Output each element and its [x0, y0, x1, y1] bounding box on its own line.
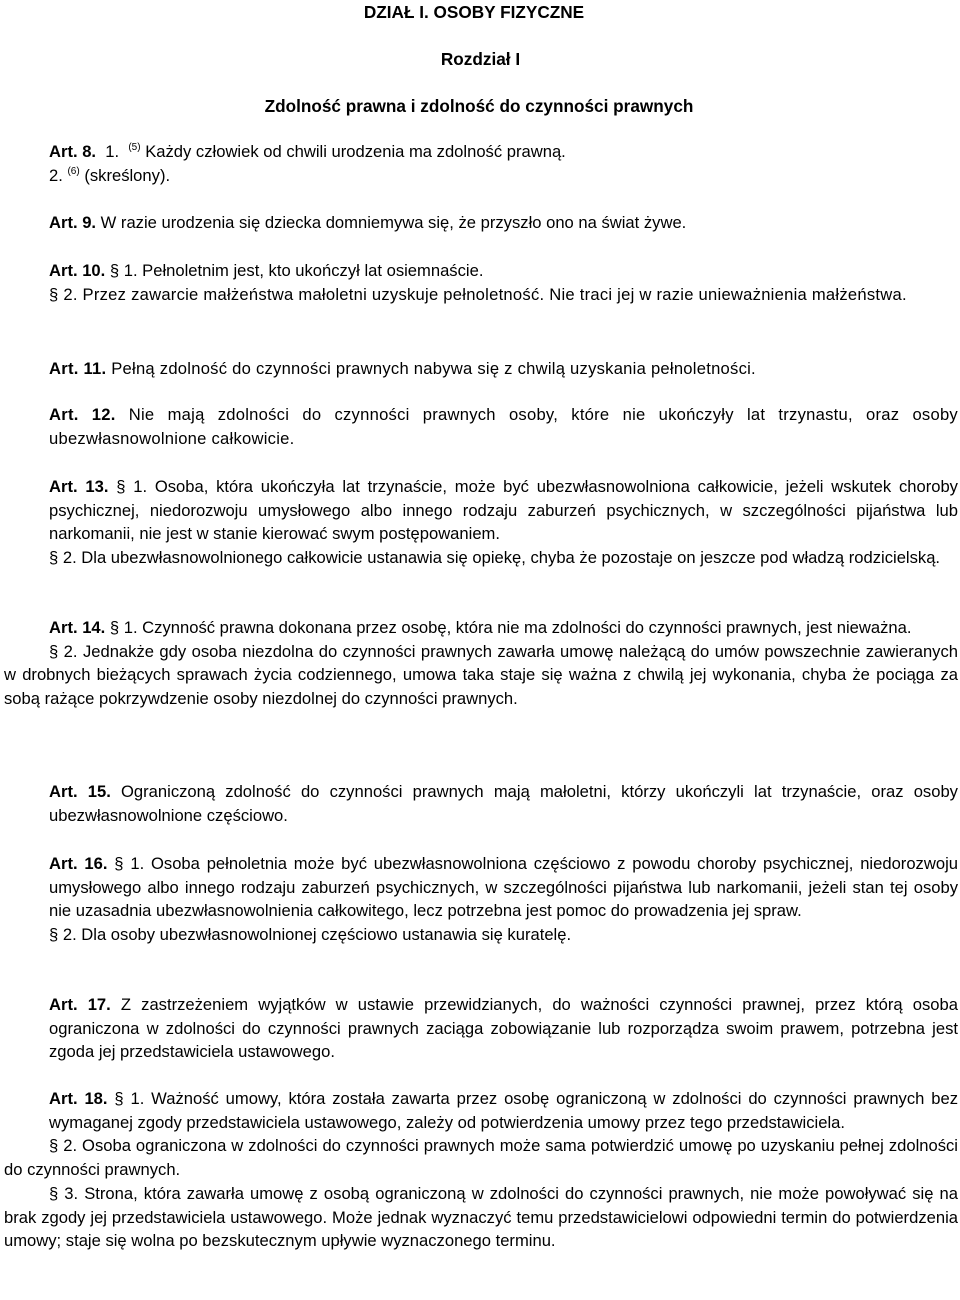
article-11 [4, 357, 958, 381]
article-13-paragraph-1 [4, 475, 958, 546]
article-8-p2-number: 2. [49, 165, 63, 185]
article-10-paragraph-2: § 2. Przez zawarcie małżeństwa małoletni uzyskuje pełnoletność. Nie traci jej w razie unieważnienia małżeństwa. [49, 284, 907, 304]
article-15 [4, 780, 958, 827]
dzial-title: DZIAŁ I. OSOBY FIZYCZNE [363, 2, 585, 22]
article-12-label: Art. 12. [49, 405, 116, 424]
article-11-text-block [4, 357, 958, 381]
article-9-text-block [4, 211, 958, 235]
article-16 [4, 852, 958, 947]
article-8 [4, 140, 958, 187]
article-17-label: Art. 17. [49, 995, 111, 1014]
article-16-paragraph-2: § 2. Dla osoby ubezwłasnowolnionej częściowo ustanawia się kuratelę. [49, 925, 572, 945]
footnote-ref-5: (5) [128, 142, 141, 153]
article-10 [4, 259, 958, 306]
article-17-text-block [4, 993, 958, 1064]
article-16-paragraph-1 [4, 852, 958, 923]
article-10-paragraph-1 [4, 259, 958, 283]
article-12-text: Nie mają zdolności do czynności prawnych osoby, które nie ukończyły lat trzynastu, oraz osoby ubezwłasnowolnione całkowicie. [49, 405, 958, 448]
article-13 [4, 475, 958, 570]
article-15-text: Ograniczoną zdolność do czynności prawnych mają małoletni, którzy ukończyli lat trzynaście, oraz osoby ubezwłasnowolnione częściowo. [49, 782, 958, 825]
article-12-text-block [4, 403, 958, 450]
article-9-label: Art. 9. [49, 213, 97, 232]
article-15-text-block [4, 780, 958, 827]
article-9-text: W razie urodzenia się dziecka domniemywa się, że przyszło ono na świat żywe. [100, 213, 687, 232]
article-18-p1: § 1. Ważność umowy, która została zawarta przez osobę ograniczoną w zdolności do czynności prawnych bez wymaganej zgody przedstawiciela ustawowego, zależy od potwierdzenia umowy przez tego przedstawiciela. [49, 1089, 958, 1132]
article-8-label: Art. 8. [49, 142, 97, 161]
article-16-label: Art. 16. [49, 854, 108, 873]
article-13-paragraph-2: § 2. Dla ubezwłasnowolnionego całkowicie ustanawia się opiekę, chyba że pozostaje on jeszcze pod władzą rodzicielską. [49, 548, 941, 568]
article-8-p1-text: Każdy człowiek od chwili urodzenia ma zdolność prawną. [145, 142, 566, 161]
article-10-label: Art. 10. [49, 261, 106, 280]
rozdzial-subtitle: Zdolność prawna i zdolność do czynności prawnych [264, 96, 694, 116]
article-14 [4, 616, 958, 711]
article-11-text: Pełną zdolność do czynności prawnych nabywa się z chwilą uzyskania pełnoletności. [111, 359, 756, 378]
article-15-label: Art. 15. [49, 782, 111, 801]
article-8-p2-text: (skreślony). [84, 165, 171, 185]
article-9 [4, 211, 958, 235]
article-14-paragraph-2: § 2. Jednakże gdy osoba niezdolna do czynności prawnych zawarła umowę należącą do umów powszechnie zawieranych w drobnych bieżących sprawach życia codziennego, umowa taka staje się ważna z chwilą jej wykonania, chyba że pociąga za sobą rażące pokrzywdzenie osoby niezdolnej do czynności prawnych. [4, 641, 958, 709]
article-18-paragraph-1 [4, 1087, 958, 1134]
article-14-p1: § 1. Czynność prawna dokonana przez osobę, która nie ma zdolności do czynności prawnych, jest nieważna. [109, 618, 912, 637]
footnote-ref-6: (6) [67, 165, 80, 177]
article-18-paragraph-3: § 3. Strona, która zawarła umowę z osobą ograniczoną w zdolności do czynności prawnych, nie może powoływać się na brak zgody jej przedstawiciela ustawowego. Może jednak wyznaczyć temu przedstawicielowi odpowiedni termin do potwierdzenia umowy; staje się wolna po bezskutecznym upływie wyznaczonego terminu. [4, 1183, 958, 1251]
rozdzial-title: Rozdział I [440, 49, 521, 69]
article-17-text: Z zastrzeżeniem wyjątków w ustawie przewidzianych, do ważności czynności prawnej, przez którą osoba ograniczona w zdolności do czynności prawnych zaciąga zobowiązanie lub rozporządza swoim prawem, potrzebna jest zgoda jej przedstawiciela ustawowego. [49, 995, 958, 1062]
article-8-paragraph-2 [4, 164, 958, 188]
article-18 [4, 1087, 958, 1253]
article-10-p1: § 1. Pełnoletnim jest, kto ukończył lat osiemnaście. [109, 261, 484, 280]
article-18-label: Art. 18. [49, 1089, 108, 1108]
article-14-paragraph-1 [4, 616, 958, 640]
article-13-p1: § 1. Osoba, która ukończyła lat trzynaście, może być ubezwłasnowolniona całkowicie, jeżeli wskutek choroby psychicznej, niedorozwoju umysłowego albo innego rodzaju zaburzeń psychicznych, w szczególności pijaństwa lub narkomanii, nie jest w stanie kierować swym postępowaniem. [49, 477, 958, 544]
article-18-paragraph-2: § 2. Osoba ograniczona w zdolności do czynności prawnych może sama potwierdzić umowę po uzyskaniu pełnej zdolności do czynności prawnych. [4, 1136, 958, 1180]
article-16-p1: § 1. Osoba pełnoletnia może być ubezwłasnowolniona częściowo z powodu choroby psychicznej, niedorozwoju umysłowego albo innego rodzaju zaburzeń psychicznych, w szczególności pijaństwa lub narkomanii, jeżeli stan tej osoby nie uzasadnia ubezwłasnowolnienia całkowitego, lecz potrzebna jest pomoc do prowadzenia jej spraw. [49, 854, 958, 921]
article-13-label: Art. 13. [49, 477, 109, 496]
article-8-paragraph-1 [4, 140, 958, 164]
article-8-p1-number: 1. [105, 142, 120, 161]
article-14-label: Art. 14. [49, 618, 106, 637]
article-11-label: Art. 11. [49, 359, 107, 378]
article-12 [4, 403, 958, 450]
article-17 [4, 993, 958, 1064]
